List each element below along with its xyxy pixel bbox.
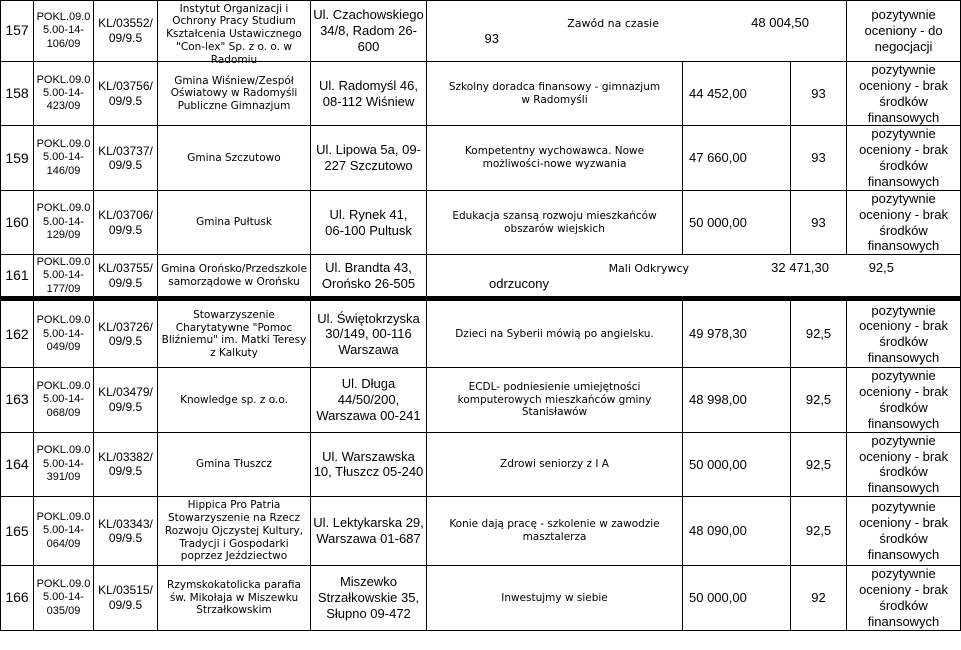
table-row — [1, 126, 961, 190]
application-number-cell — [34, 255, 94, 299]
table-body — [1, 1, 961, 631]
points-cell — [791, 497, 847, 566]
project-title-cell — [427, 126, 683, 190]
registry-number-cell — [94, 368, 158, 432]
cell-line: Bliźniemu" im. Matki Teresy — [161, 334, 307, 347]
cell-line: możliwości-nowe wyzwania — [482, 158, 627, 171]
applicant-text — [160, 263, 308, 289]
application-number-cell — [34, 299, 94, 368]
amount-cell — [683, 126, 791, 190]
registry-number-cell — [94, 497, 158, 566]
row-number-cell — [1, 190, 34, 254]
cell-line: 5.00-14- — [43, 591, 84, 604]
cell-line: Oświatowy w Radomyśli — [170, 87, 298, 100]
cell-value: 92,5 — [805, 392, 832, 408]
cell-value: 93 — [811, 150, 826, 166]
status-cell — [847, 1, 961, 62]
cell-value: 166 — [5, 589, 29, 606]
cell-line: Szkolny doradca finansowy - gimnazjum — [448, 80, 661, 93]
cell-line: POKL.09.0 — [36, 255, 91, 268]
cell-line: Hippica Pro Patria — [187, 499, 281, 512]
status-cell — [847, 299, 961, 368]
cell-value: 93 — [811, 85, 826, 101]
cell-line: 035/09 — [46, 604, 81, 617]
cell-line: 10, Tłuszcz 05-240 — [313, 464, 424, 480]
project-title-cell — [427, 299, 683, 368]
cell-line: finansowych — [867, 415, 940, 431]
cell-line: Dzieci na Syberii mówią po angielsku. — [455, 327, 654, 340]
row-number-cell — [1, 1, 34, 62]
cell-line: Ul. Czachowskiego — [313, 7, 424, 23]
cell-line: KL/03515/ — [98, 583, 153, 598]
cell-line: Radomiu — [210, 53, 258, 66]
applicant-cell — [158, 255, 311, 299]
cell-line: w Radomyśli — [521, 93, 588, 106]
table-row — [1, 299, 961, 368]
cell-line: z Kalkuty — [210, 347, 258, 360]
cell-line: Gmina Wiśniew/Zespół — [174, 74, 294, 87]
cell-line: Warszawa 00-241 — [316, 407, 421, 423]
cell-line: środków — [879, 93, 928, 109]
applicant-text — [160, 152, 308, 165]
status-cell — [847, 368, 961, 432]
cell-line: środków — [879, 597, 928, 613]
cell-value: 93 — [484, 31, 499, 46]
applicant-text — [160, 216, 308, 229]
registry-number-cell — [94, 1, 158, 62]
status-cell — [847, 62, 961, 126]
row-number-cell — [1, 299, 34, 368]
cell-line: 09/9.5 — [108, 597, 143, 612]
address-cell — [311, 368, 427, 432]
amount-cell — [683, 432, 791, 496]
cell-line: 227 Szczutowo — [324, 158, 413, 174]
points-cell — [791, 126, 847, 190]
cell-value: 50 000,00 — [689, 214, 747, 230]
cell-line: 5.00-14- — [43, 393, 84, 406]
cell-line: Orońsko 26-505 — [321, 275, 416, 291]
cell-line: POKL.09.0 — [36, 511, 91, 524]
cell-value: 50 000,00 — [689, 456, 747, 472]
cell-line: Inwestujmy w siebie — [501, 591, 608, 604]
cell-line: samorządowe w Orońsku — [168, 275, 300, 288]
cell-value: 157 — [5, 22, 29, 39]
applicant-text — [160, 2, 308, 66]
cell-line: 44/50/200, — [337, 392, 400, 408]
cell-line: komputerowych mieszkańców gminy — [457, 393, 652, 406]
cell-line: oceniony - brak — [859, 77, 948, 93]
cell-line: 5.00-14- — [43, 215, 84, 228]
cell-line: 09/9.5 — [108, 275, 143, 290]
cell-line: pozytywnie — [871, 7, 936, 23]
cell-line: Ul. Lipowa 5a, 09- — [316, 142, 421, 158]
cell-line: Gmina Pułtusk — [196, 216, 272, 229]
cell-line: Ul. Świętokrzyska — [317, 310, 420, 326]
project-title-cell — [427, 566, 683, 630]
cell-line: 5.00-14- — [43, 87, 84, 100]
cell-line: pozytywnie — [871, 190, 936, 206]
row-number-cell — [1, 255, 34, 299]
application-number-cell — [34, 368, 94, 432]
cell-line: Stowarzyszenie na Rzecz — [167, 511, 301, 524]
cell-line: oceniony - brak — [859, 318, 948, 334]
cell-value: 92,5 — [805, 456, 832, 472]
cell-line: 5.00-14- — [43, 151, 84, 164]
cell-line: negocjacji — [874, 38, 933, 54]
status-cell — [847, 497, 961, 566]
status-cell — [847, 126, 961, 190]
cell-line: finansowych — [867, 613, 940, 629]
points-cell — [791, 368, 847, 432]
cell-line: Gmina Szczutowo — [187, 151, 281, 164]
points-cell — [791, 190, 847, 254]
cell-line: POKL.09.0 — [36, 314, 91, 327]
applicant-cell — [158, 368, 311, 432]
cell-line: masztalerza — [522, 531, 587, 544]
cell-line: 30/149, 00-116 — [325, 326, 412, 342]
cell-line: 5.00-14- — [43, 524, 84, 537]
cell-line: finansowych — [867, 547, 940, 563]
amount-cell — [683, 368, 791, 432]
cell-line: 09/9.5 — [108, 400, 143, 415]
amount-cell — [683, 566, 791, 630]
cell-line: 146/09 — [46, 164, 81, 177]
applicant-cell — [158, 62, 311, 126]
cell-value: 92,5 — [805, 523, 832, 539]
address-cell — [311, 432, 427, 496]
cell-value: 47 660,00 — [689, 150, 747, 166]
points-cell — [791, 299, 847, 368]
cell-line: Stowarzyszenie — [193, 308, 275, 321]
registry-number-cell — [94, 299, 158, 368]
cell-line: POKL.09.0 — [36, 577, 91, 590]
cell-line: 423/09 — [46, 100, 81, 113]
cell-line: finansowych — [867, 238, 940, 254]
cell-line: poprzez Jeździectwo — [180, 550, 288, 563]
cell-line: Instytut Organizacji i — [179, 2, 289, 15]
cell-line: Warszawa 01-687 — [316, 531, 421, 547]
address-cell — [311, 255, 427, 299]
cell-line: oceniony - brak — [859, 384, 948, 400]
cell-line: KL/03552/ — [98, 16, 153, 31]
table-row — [1, 62, 961, 126]
cell-line: Ul. Lektykarska 29, — [313, 515, 424, 531]
cell-line: 06-100 Pultusk — [325, 222, 412, 238]
cell-line: 391/09 — [46, 471, 81, 484]
application-number-cell — [34, 126, 94, 190]
registry-number-cell — [94, 126, 158, 190]
applicant-text — [160, 499, 308, 563]
address-cell — [311, 566, 427, 630]
cell-line: św. Mikołaja w Miszewku — [169, 591, 299, 604]
cell-line: pozytywnie — [871, 432, 936, 448]
cell-line: Strzałkowskim — [196, 604, 272, 617]
cell-value: 32 471,30 — [771, 259, 829, 275]
cell-line: Stanisławów — [521, 406, 588, 419]
applicant-cell — [158, 126, 311, 190]
cell-value: 158 — [5, 85, 29, 102]
project-title-cell — [427, 432, 683, 496]
cell-line: POKL.09.0 — [36, 202, 91, 215]
cell-value: 49 978,30 — [689, 326, 747, 342]
applicant-text — [160, 458, 308, 471]
project-title-cell — [427, 190, 683, 254]
cell-line: finansowych — [867, 480, 940, 496]
cell-line: KL/03726/ — [98, 319, 153, 334]
cell-line: Ul. Brandta 43, — [325, 259, 412, 275]
registry-number-cell — [94, 432, 158, 496]
cell-line: Gmina Orońsko/Przedszkole — [161, 263, 307, 276]
cell-line: POKL.09.0 — [36, 73, 91, 86]
cell-line: 09/9.5 — [108, 158, 143, 173]
registry-number-cell — [94, 566, 158, 630]
cell-line: 09/9.5 — [108, 222, 143, 237]
cell-value: 159 — [5, 149, 29, 166]
cell-line: Kształcenia Ustawicznego — [166, 28, 302, 41]
cell-line: oceniony - brak — [859, 515, 948, 531]
applicant-text — [160, 579, 308, 617]
table-row — [1, 368, 961, 432]
cell-value: 92 — [811, 589, 826, 605]
project-title-cell — [427, 62, 683, 126]
cell-line: 09/9.5 — [108, 464, 143, 479]
registry-number-cell — [94, 62, 158, 126]
cell-line: pozytywnie — [871, 499, 936, 515]
cell-value: 164 — [5, 455, 29, 472]
application-number-cell — [34, 566, 94, 630]
cell-line: 09/9.5 — [108, 334, 143, 349]
points-cell — [791, 62, 847, 126]
cell-line: 5.00-14- — [43, 269, 84, 282]
row-number-cell — [1, 126, 34, 190]
project-title: Zawód na czasie — [567, 17, 659, 31]
applicant-text — [160, 75, 308, 113]
cell-line: finansowych — [867, 109, 940, 125]
registry-number-cell — [94, 255, 158, 299]
status-cell — [847, 432, 961, 496]
cell-value: 50 000,00 — [689, 589, 747, 605]
cell-line: Kompetentny wychowawca. Nowe — [464, 145, 645, 158]
table-row — [1, 566, 961, 630]
cell-line: Knowledge sp. z o.o. — [180, 393, 288, 406]
address-cell — [311, 1, 427, 62]
points-cell — [791, 566, 847, 630]
cell-line: 177/09 — [46, 282, 81, 295]
applicant-cell — [158, 1, 311, 66]
cell-line: pozytywnie — [871, 126, 936, 142]
cell-line: środków — [879, 158, 928, 174]
address-cell — [311, 126, 427, 190]
cell-line: 068/09 — [46, 406, 81, 419]
registry-number-cell — [94, 190, 158, 254]
cell-line: oceniony - brak — [859, 448, 948, 464]
cell-line: POKL.09.0 — [36, 138, 91, 151]
application-number-cell — [34, 62, 94, 126]
table-row — [1, 190, 961, 254]
cell-line: POKL.09.0 — [36, 444, 91, 457]
application-number-cell — [34, 497, 94, 566]
cell-line: pozytywnie — [871, 62, 936, 77]
cell-line: KL/03343/ — [98, 516, 153, 531]
cell-value: 165 — [5, 522, 29, 539]
cell-value: 92,5 — [868, 259, 894, 275]
row-number-cell — [1, 432, 34, 496]
address-cell — [311, 190, 427, 254]
cell-value: 160 — [5, 214, 29, 231]
cell-line: KL/03706/ — [98, 207, 153, 222]
cell-line: środków — [879, 400, 928, 416]
cell-line: 106/09 — [46, 37, 81, 50]
cell-line: oceniony - brak — [859, 206, 948, 222]
table-row — [1, 497, 961, 566]
row-number-cell — [1, 62, 34, 126]
cell-value: 93 — [811, 214, 826, 230]
cell-line: finansowych — [867, 174, 940, 190]
cell-line: środków — [879, 464, 928, 480]
cell-value: 44 452,00 — [689, 85, 747, 101]
applicant-cell — [158, 566, 311, 630]
cell-line: KL/03756/ — [98, 79, 153, 94]
row-number-cell — [1, 368, 34, 432]
cell-value: 162 — [5, 325, 29, 342]
application-number-cell — [34, 190, 94, 254]
cell-line: Ul. Długa — [341, 376, 396, 392]
project-title-cell — [427, 368, 683, 432]
address-cell — [311, 62, 427, 126]
cell-line: Edukacja szansą rozwoju mieszkańców — [452, 209, 657, 222]
cell-line: POKL.09.0 — [36, 379, 91, 392]
cell-line: 09/9.5 — [108, 31, 143, 45]
cell-line: 049/09 — [46, 341, 81, 354]
cell-line: oceniony - do — [864, 23, 943, 39]
cell-line: Rozwoju Ojczystej Kultury, — [164, 524, 304, 537]
cell-line: Charytatywne "Pomoc — [175, 321, 293, 334]
cell-value: 48 004,50 — [751, 15, 809, 31]
cell-line: "Con-lex" Sp. z o. o. w — [176, 40, 292, 53]
cell-line: 600 — [357, 38, 380, 54]
application-number-cell — [34, 1, 94, 62]
cell-line: Rzymskokatolicka parafia — [167, 578, 301, 591]
cell-line: 09/9.5 — [108, 531, 143, 546]
address-cell — [311, 497, 427, 566]
cell-line: KL/03737/ — [98, 143, 153, 158]
status-cell — [847, 566, 961, 630]
cell-line: środków — [879, 334, 928, 350]
cell-line: 064/09 — [46, 537, 81, 550]
cell-line: oceniony - brak — [859, 142, 948, 158]
cell-line: Ul. Rynek 41, — [329, 206, 408, 222]
applicant-text — [160, 309, 308, 360]
cell-line: środków — [879, 531, 928, 547]
cell-line: 08-112 Wiśniew — [322, 93, 415, 109]
cell-line: Gmina Tłuszcz — [195, 458, 273, 471]
row-number-cell — [1, 497, 34, 566]
row-number-cell — [1, 566, 34, 630]
applicant-text — [160, 394, 308, 407]
cell-line: środków — [879, 222, 928, 238]
merged-title-amount-cell — [427, 255, 961, 299]
cell-line: Warszawa — [338, 342, 399, 358]
cell-line: obszarów wiejskich — [504, 222, 605, 235]
cell-value: 48 998,00 — [689, 392, 747, 408]
cell-value: 163 — [5, 391, 29, 408]
table-row — [1, 432, 961, 496]
cell-value: 48 090,00 — [689, 523, 747, 539]
cell-line: Ul. Warszawska — [322, 448, 415, 464]
cell-line: 5.00-14- — [43, 457, 84, 470]
cell-line: ECDL- podniesienie umiejętności — [468, 380, 641, 393]
cell-line: Konie dają pracę - szkolenie w zawodzie — [449, 518, 660, 531]
amount-cell — [683, 497, 791, 566]
cell-line: Miszewko — [339, 574, 398, 590]
applicant-cell — [158, 432, 311, 496]
cell-line: pozytywnie — [871, 566, 936, 582]
cell-line: 129/09 — [46, 229, 81, 242]
cell-line: 34/8, Radom 26- — [320, 23, 417, 39]
cell-line: Ochrony Pracy Studium — [172, 15, 296, 28]
cell-line: Tradycji i Gospodarki — [179, 537, 289, 550]
amount-cell — [683, 299, 791, 368]
cell-line: 09/9.5 — [108, 93, 143, 108]
cell-line: pozytywnie — [871, 302, 936, 318]
cell-line: KL/03382/ — [98, 449, 153, 464]
applicant-cell — [158, 299, 311, 368]
amount-cell — [683, 190, 791, 254]
status-cell — [847, 190, 961, 254]
application-number-cell — [34, 432, 94, 496]
cell-value: 92,5 — [805, 326, 832, 342]
cell-line: Słupno 09-472 — [326, 605, 411, 621]
project-title-cell — [427, 497, 683, 566]
points-cell — [791, 432, 847, 496]
applicant-cell — [158, 497, 311, 566]
cell-line: Publiczne Gimnazjum — [177, 100, 291, 113]
cell-value: odrzucony — [489, 275, 549, 291]
cell-line: pozytywnie — [871, 368, 936, 384]
cell-line: 5.00-14- — [43, 24, 84, 37]
cell-line: 5.00-14- — [43, 327, 84, 340]
merged-title-amount-cell — [427, 1, 847, 62]
cell-line: Strzałkowskie 35, — [317, 589, 420, 605]
cell-line: finansowych — [867, 350, 940, 366]
cell-line: KL/03479/ — [98, 385, 153, 400]
applicant-cell — [158, 190, 311, 254]
cell-value: 161 — [5, 267, 29, 284]
amount-cell — [683, 62, 791, 126]
cell-line: KL/03755/ — [98, 261, 153, 276]
cell-line: Zdrowi seniorzy z I A — [500, 458, 609, 471]
table-row — [1, 1, 961, 62]
project-title: Mali Odkrywcy — [608, 261, 689, 275]
cell-line: POKL.09.0 — [36, 10, 91, 23]
cell-line: oceniony - brak — [859, 582, 948, 598]
cell-line: Ul. Radomyśl 46, — [319, 77, 418, 93]
address-cell — [311, 299, 427, 368]
table-row — [1, 255, 961, 299]
